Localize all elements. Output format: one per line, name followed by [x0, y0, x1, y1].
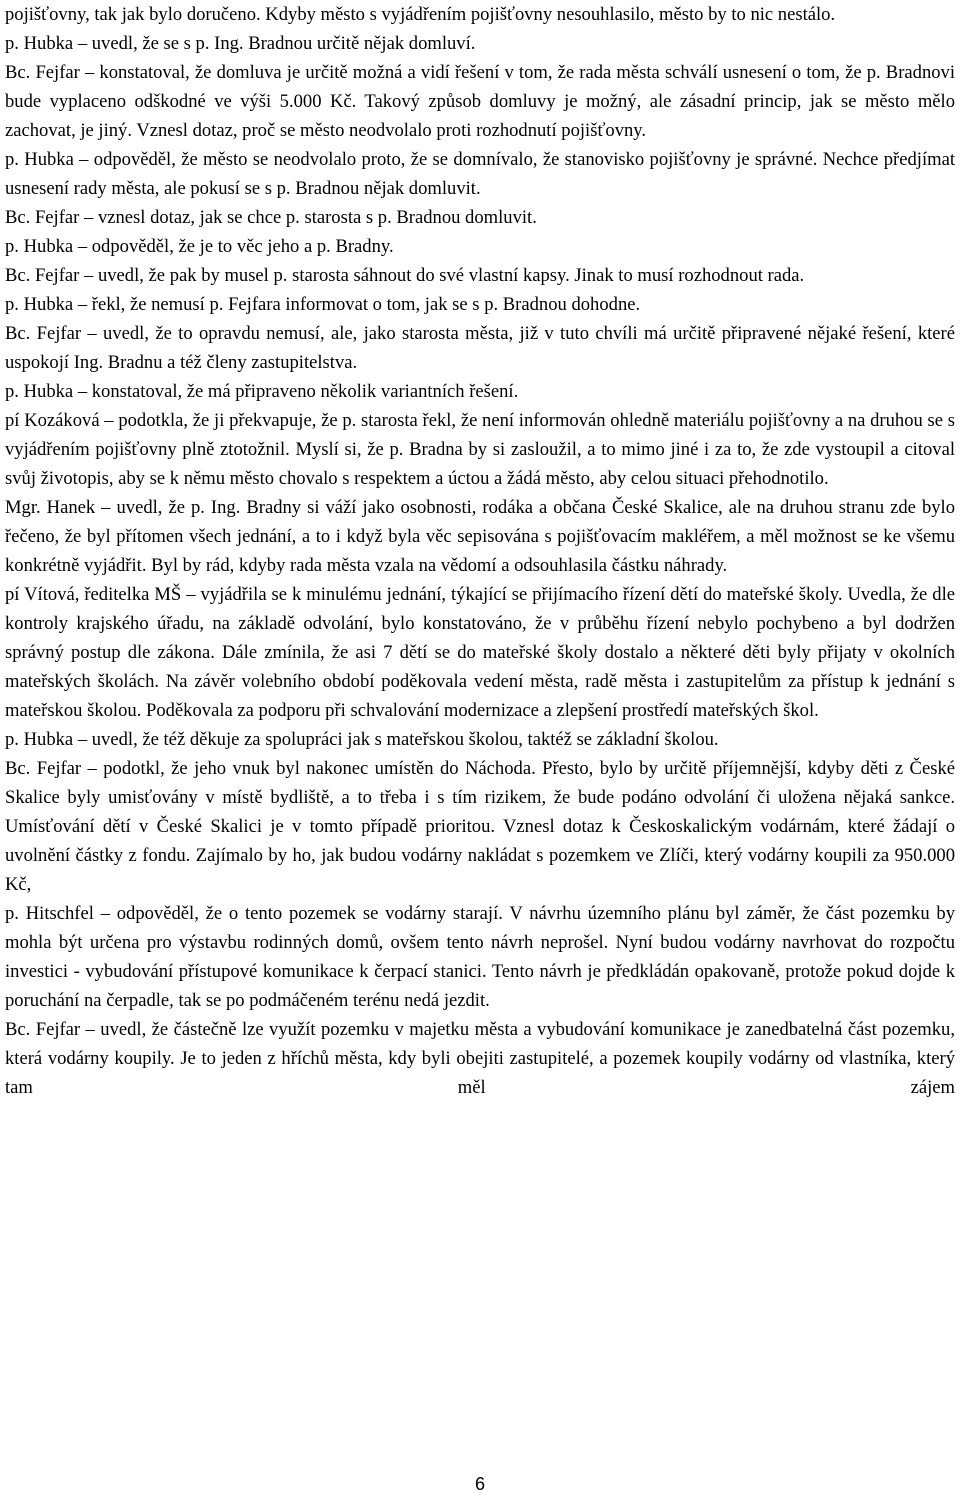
paragraph: pí Vítová, ředitelka MŠ – vyjádřila se k minulému jednání, týkající se přijímacího řízení dětí do mateřské školy. Uvedla, že dle kontroly krajského úřadu, na základě odvolání, bylo konstatováno, že v průběhu řízení nebylo pochybeno a byl dodržen správný postup dle zákona. Dále zmínila, že asi 7 dětí se do mateřské školy dostalo a některé děti byly přijaty v okolních mateřských školách. Na závěr volebního období poděkovala vedení města, radě města i zastupitelům za přístup k jednání s mateřskou školou. Poděkovala za podporu při schvalování modernizace a zlepšení prostředí mateřských škol.: [5, 584, 955, 721]
document-page: [5, 0, 955, 1102]
paragraph: p. Hubka – odpověděl, že město se neodvolalo proto, že se domnívalo, že stanovisko pojišťovny je správné. Nechce předjímat usnesení rady města, ale pokusí se s p. Bradnou nějak domluvit.: [5, 149, 955, 199]
paragraph: p. Hitschfel – odpověděl, že o tento pozemek se vodárny starají. V návrhu územního plánu byl záměr, že část pozemku by mohla být určena pro výstavbu rodinných domů, ovšem tento návrh neprošel. Nyní budou vodárny navrhovat do rozpočtu investici - vybudování přístupové komunikace k čerpací stanici. Tento návrh je předkládán opakovaně, protože pokud dojde k poruchání na čerpadle, tak se po podmáčeném terénu nedá jezdit.: [5, 903, 955, 1011]
paragraph: p. Hubka – odpověděl, že je to věc jeho a p. Bradny.: [5, 236, 394, 257]
paragraph: p. Hubka – řekl, že nemusí p. Fejfara informovat o tom, jak se s p. Bradnou dohodne.: [5, 294, 641, 315]
paragraph: p. Hubka – uvedl, že též děkuje za spolupráci jak s mateřskou školou, taktéž se základní školou.: [5, 729, 719, 750]
paragraph: p. Hubka – uvedl, že se s p. Ing. Bradnou určitě nějak domluví.: [5, 33, 476, 54]
page-number: 6: [474, 1474, 485, 1494]
paragraph: Mgr. Hanek – uvedl, že p. Ing. Bradny si váží jako osobnosti, rodáka a občana České Skalice, ale na druhou stranu zde bylo řečeno, že byl přítomen všech jednání, a to i když byla věc sepisována s pojišťovacím makléřem, a měl možnost se ke všemu konkrétně vyjádřit. Byl by rád, kdyby rada města vzala na vědomí a odsouhlasila částku náhrady.: [5, 497, 955, 576]
paragraph: Bc. Fejfar – konstatoval, že domluva je určitě možná a vidí řešení v tom, že rada města schválí usnesení o tom, že p. Bradnovi bude vyplaceno odškodné ve výši 5.000 Kč. Takový způsob domluvy je možný, ale zásadní princip, jak se město mělo zachovat, je jiný. Vznesl dotaz, proč se město neodvolalo proti rozhodnutí pojišťovny.: [5, 62, 955, 141]
paragraph: Bc. Fejfar – podotkl, že jeho vnuk byl nakonec umístěn do Náchoda. Přesto, bylo by určitě příjemnější, kdyby děti z České Skalice byly umisťovány v místě bydliště, a to třeba i s tím rizikem, že bude podáno odvolání či uložena nějaká sankce. Umísťování dětí v České Skalici je v tomto případě prioritou. Vznesl dotaz k Českoskalickým vodárnám, které žádají o uvolnění částky z fondu. Zajímalo by ho, jak budou vodárny nakládat s pozemkem ve Zlíči, který vodárny koupili za 950.000 Kč,: [5, 758, 955, 895]
paragraph: Bc. Fejfar – uvedl, že částečně lze využít pozemku v majetku města a vybudování komunikace je zanedbatelná část pozemku, která vodárny koupily. Je to jeden z hříchů města, kdy byli obejiti zastupitelé, a pozemek koupily vodárny od vlastníka, který tam měl zájem: [5, 1019, 955, 1098]
paragraph: Bc. Fejfar – uvedl, že to opravdu nemusí, ale, jako starosta města, již v tuto chvíli má určitě připravené nějaké řešení, které uspokojí Ing. Bradnu a též členy zastupitelstva.: [5, 323, 955, 373]
paragraph: Bc. Fejfar – vznesl dotaz, jak se chce p. starosta s p. Bradnou domluvit.: [5, 207, 537, 228]
paragraph: p. Hubka – konstatoval, že má připraveno několik variantních řešení.: [5, 381, 519, 402]
paragraph: Bc. Fejfar – uvedl, že pak by musel p. starosta sáhnout do své vlastní kapsy. Jinak to musí rozhodnout rada.: [5, 265, 805, 286]
paragraph: pí Kozáková – podotkla, že ji překvapuje, že p. starosta řekl, že není informován ohledně materiálu pojišťovny a na druhou se s vyjádřením pojišťovny plně ztotožnil. Myslí si, že p. Bradna by si zasloužil, a to mimo jiné i za to, že zde vystoupil a citoval svůj životopis, aby se k němu město chovalo s respektem a úctou a žádá město, aby celou situaci přehodnotilo.: [5, 410, 955, 489]
paragraph: pojišťovny, tak jak bylo doručeno. Kdyby město s vyjádřením pojišťovny nesouhlasilo, město by to nic nestálo.: [5, 4, 836, 25]
